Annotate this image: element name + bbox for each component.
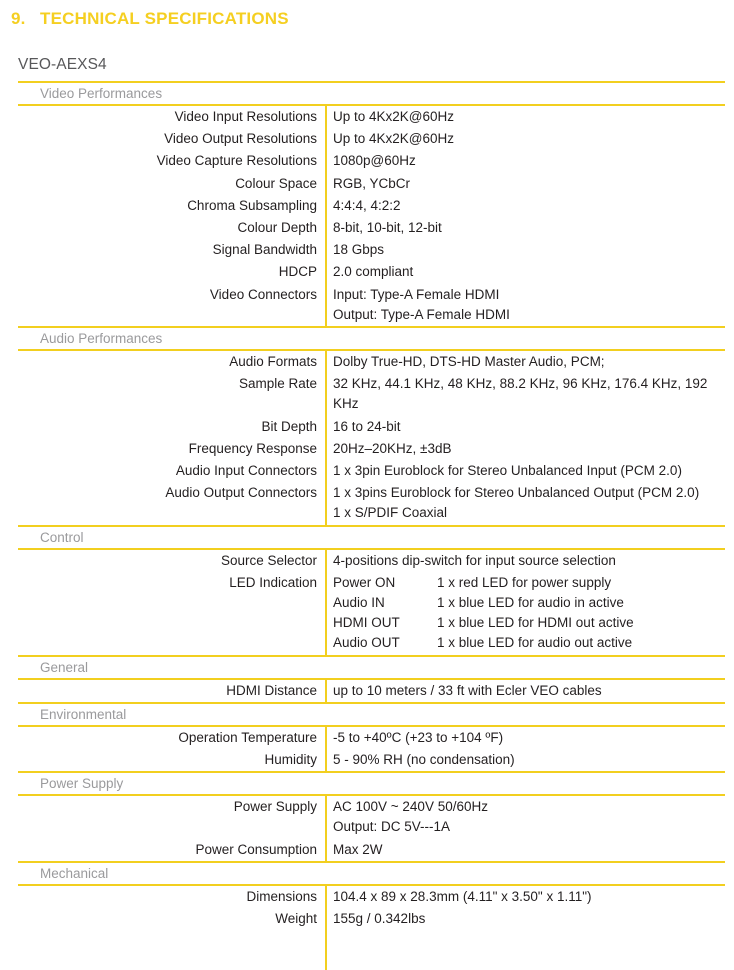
spec-value (325, 572, 725, 655)
spec-value (325, 460, 725, 482)
spec-row (18, 550, 725, 572)
spec-value (325, 128, 725, 150)
spec-value-line: 104.4 x 89 x 28.3mm (4.11" x 3.50" x 1.11") (333, 888, 592, 904)
spec-value (325, 351, 725, 373)
section-rows (18, 550, 725, 655)
led-indication-list (333, 573, 721, 654)
spec-row (18, 284, 725, 326)
spec-sections-container (18, 81, 725, 930)
spec-row (18, 482, 725, 524)
spec-value-line: Input: Type-A Female HDMI (333, 286, 500, 302)
spec-label: Audio Input Connectors (175, 463, 317, 479)
page-title (0, 0, 734, 29)
spec-value (325, 261, 725, 283)
spec-label: Weight (275, 911, 317, 927)
spec-value (325, 796, 725, 838)
led-indication-row (333, 633, 721, 653)
spec-label: Video Output Resolutions (164, 131, 317, 147)
led-name: Power ON (333, 574, 396, 590)
spec-value (325, 239, 725, 261)
spec-row (18, 680, 725, 702)
spec-row (18, 373, 725, 415)
spec-value-line: Max 2W (333, 841, 383, 857)
section-header: Mechanical (18, 861, 725, 886)
spec-value-line: Output: Type-A Female HDMI (333, 306, 510, 322)
spec-row (18, 416, 725, 438)
spec-row (18, 150, 725, 172)
spec-row (18, 173, 725, 195)
section-header: General (18, 655, 725, 680)
spec-label: Humidity (264, 752, 317, 768)
product-model-title: VEO-AEXS4 (18, 56, 107, 73)
specifications-table (18, 81, 725, 930)
spec-value (325, 680, 725, 702)
spec-row (18, 217, 725, 239)
section-title-text: TECHNICAL SPECIFICATIONS (40, 9, 289, 28)
spec-value-line: 16 to 24-bit (333, 418, 401, 434)
spec-value (325, 373, 725, 415)
spec-label: Sample Rate (238, 376, 317, 392)
spec-row (18, 351, 725, 373)
spec-label: Power Supply (233, 799, 317, 815)
spec-value (325, 173, 725, 195)
spec-value-line: 8-bit, 10-bit, 12-bit (333, 220, 442, 236)
spec-value-line: 5 - 90% RH (no condensation) (333, 752, 515, 768)
spec-value-line: 18 Gbps (333, 242, 385, 258)
spec-row (18, 886, 725, 908)
spec-value (325, 908, 725, 930)
spec-label: HDMI Distance (226, 682, 317, 698)
spec-value-line: AC 100V ~ 240V 50/60Hz (333, 799, 488, 815)
spec-label: Colour Depth (237, 220, 317, 236)
spec-row (18, 727, 725, 749)
spec-value-line: RGB, YCbCr (333, 175, 411, 191)
spec-label: Dimensions (246, 888, 317, 904)
spec-row (18, 460, 725, 482)
led-description: 1 x red LED for power supply (437, 574, 612, 590)
spec-value-line: 155g / 0.342lbs (333, 911, 426, 927)
spec-value (325, 284, 725, 326)
spec-label: Video Capture Resolutions (156, 153, 317, 169)
spec-row (18, 106, 725, 128)
spec-label: HDCP (278, 264, 317, 280)
led-indication-row (333, 573, 721, 593)
spec-row (18, 128, 725, 150)
spec-value (325, 886, 725, 908)
spec-value-line: 1 x 3pin Euroblock for Stereo Unbalanced Input (PCM 2.0) (333, 463, 682, 479)
spec-value (325, 217, 725, 239)
spec-value-line: Dolby True-HD, DTS-HD Master Audio, PCM; (333, 354, 605, 370)
section-header: Power Supply (18, 771, 725, 796)
spec-value-line: 1080p@60Hz (333, 153, 416, 169)
spec-label: Chroma Subsampling (187, 197, 317, 213)
spec-value-line: 20Hz–20KHz, ±3dB (333, 440, 452, 456)
spec-row (18, 572, 725, 655)
section-number: 9. (11, 9, 26, 28)
spec-label: Audio Output Connectors (165, 485, 317, 501)
led-description: 1 x blue LED for audio out active (437, 635, 633, 651)
spec-value (325, 106, 725, 128)
spec-row (18, 908, 725, 930)
led-description: 1 x blue LED for HDMI out active (437, 615, 634, 631)
spec-label: Bit Depth (261, 418, 317, 434)
spec-value (325, 749, 725, 771)
section-rows (18, 796, 725, 861)
spec-value-line: 2.0 compliant (333, 264, 414, 280)
spec-value (325, 150, 725, 172)
spec-row (18, 839, 725, 861)
section-rows (18, 680, 725, 702)
spec-value-line: 4-positions dip-switch for input source selection (333, 552, 616, 568)
spec-label: Operation Temperature (178, 729, 317, 745)
section-header: Audio Performances (18, 326, 725, 351)
led-indication-row (333, 593, 721, 613)
spec-label: Frequency Response (188, 440, 317, 456)
section-header: Control (18, 525, 725, 550)
led-indication-row (333, 613, 721, 633)
spec-value (325, 550, 725, 572)
section-header: Environmental (18, 702, 725, 727)
led-name: Audio IN (333, 595, 385, 611)
spec-label: LED Indication (229, 574, 317, 590)
section-rows (18, 886, 725, 930)
spec-value (325, 438, 725, 460)
spec-row (18, 239, 725, 261)
spec-value-line: up to 10 meters / 33 ft with Ecler VEO cables (333, 682, 602, 698)
led-name: Audio OUT (333, 635, 400, 651)
spec-value-line: Output: DC 5V---1A (333, 819, 451, 835)
spec-value-line: 4:4:4, 4:2:2 (333, 197, 401, 213)
spec-label: Signal Bandwidth (212, 242, 317, 258)
spec-value (325, 482, 725, 524)
spec-value-line: 1 x 3pins Euroblock for Stereo Unbalanced Output (PCM 2.0) (333, 485, 700, 501)
spec-value-line: Up to 4Kx2K@60Hz (333, 109, 455, 124)
spec-value (325, 416, 725, 438)
spec-row (18, 195, 725, 217)
spec-label: Video Input Resolutions (174, 109, 317, 124)
spec-row (18, 438, 725, 460)
spec-label: Audio Formats (229, 354, 317, 370)
led-name: HDMI OUT (333, 615, 400, 631)
spec-label: Power Consumption (195, 841, 317, 857)
section-rows (18, 106, 725, 326)
led-description: 1 x blue LED for audio in active (437, 595, 624, 611)
section-rows (18, 727, 725, 771)
spec-row (18, 796, 725, 838)
spec-row (18, 749, 725, 771)
section-rows (18, 351, 725, 525)
spec-value-line: Up to 4Kx2K@60Hz (333, 131, 455, 147)
spec-label: Video Connectors (209, 286, 317, 302)
spec-row (18, 261, 725, 283)
section-header: Video Performances (18, 81, 725, 106)
spec-value-line: -5 to +40ºC (+23 to +104 ºF) (333, 729, 504, 745)
spec-value-line: 1 x S/PDIF Coaxial (333, 505, 448, 521)
spec-value (325, 839, 725, 861)
spec-value (325, 195, 725, 217)
spec-value (325, 727, 725, 749)
spec-label: Colour Space (235, 175, 317, 191)
spec-value-line: 32 KHz, 44.1 KHz, 48 KHz, 88.2 KHz, 96 KHz, 176.4 KHz, 192 KHz (333, 376, 708, 412)
spec-label: Source Selector (220, 552, 317, 568)
